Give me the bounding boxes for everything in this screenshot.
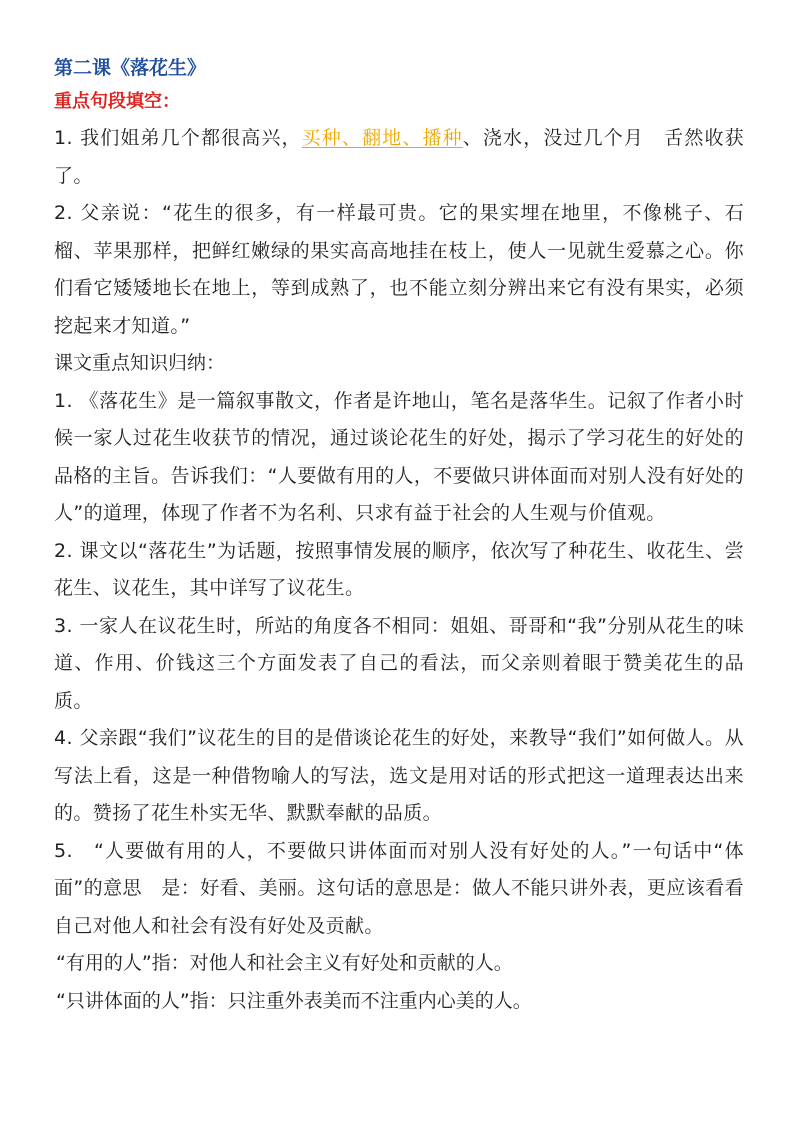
fill-blank-answer: 买种、翻地、播种 [301, 127, 463, 149]
summary-point-2: 2. 课文以“落花生”为话题，按照事情发展的顺序，依次写了种花生、收花生、尝花生、议花生，其中详写了议花生。 [54, 539, 744, 599]
lesson-title: 第二课《落花生》 [54, 57, 207, 79]
fill-blank-item-1-prefix: 1. 我们姐弟几个都很高兴， [54, 127, 302, 149]
fill-blank-item-1-suffix: 、浇水，没过几个月 舌然收获了。 [54, 127, 744, 187]
fill-blank-item-1 [54, 120, 744, 195]
summary-heading: 课文重点知识归纳： [54, 352, 226, 374]
summary-point-4: 4. 父亲跟“我们”议花生的目的是借谈论花生的好处，来教导“我们”如何做人。从写法上看，这是一种借物喻人的写法，选文是用对话的形式把这一道理表达出来的。赞扬了花生朴实无华、默默奉献的品质。 [54, 727, 744, 824]
summary-point-5: 5. “人要做有用的人，不要做只讲体面而对别人没有好处的人。”一句话中“体面”的意思 是：好看、美丽。这句话的意思是：做人不能只讲外表，更应该看看自己对他人和社会有没有好处及贡献。 [54, 839, 744, 937]
summary-point-3: 3. 一家人在议花生时，所站的角度各不相同：姐姐、哥哥和“我”分别从花生的味道、作用、价钱这三个方面发表了自己的看法，而父亲则着眼于赞美花生的品质。 [54, 614, 744, 712]
definition-useful-person: “有用的人”指：对他人和社会主义有好处和贡献的人。 [56, 952, 513, 974]
section-heading-fill-blank: 重点句段填空： [54, 91, 180, 112]
summary-point-1: 1. 《落花生》是一篇叙事散文，作者是许地山，笔名是落华生。记叙了作者小时候一家人过花生收获节的情况，通过谈论花生的好处，揭示了学习花生的好处的品格的主旨。告诉我们：“人要做有用的人，不要做只讲体面而对别人没有好处的人”的道理，体现了作者不为名利、只求有益于社会的人生观与价值观。 [54, 389, 744, 524]
definition-appearance-person: “只讲体面的人”指：只注重外表美而不注重内心美的人。 [56, 989, 532, 1012]
document-page [54, 52, 744, 1020]
fill-blank-item-2: 2. 父亲说：“花生的很多，有一样最可贵。它的果实埋在地里，不像桃子、石榴、苹果那样，把鲜红嫩绿的果实高高地挂在枝上，使人一见就生爱慕之心。你们看它矮矮地长在地上，等到成熟了，也不能立刻分辨出来它有没有果实，必须挖起来才知道。” [54, 202, 744, 337]
